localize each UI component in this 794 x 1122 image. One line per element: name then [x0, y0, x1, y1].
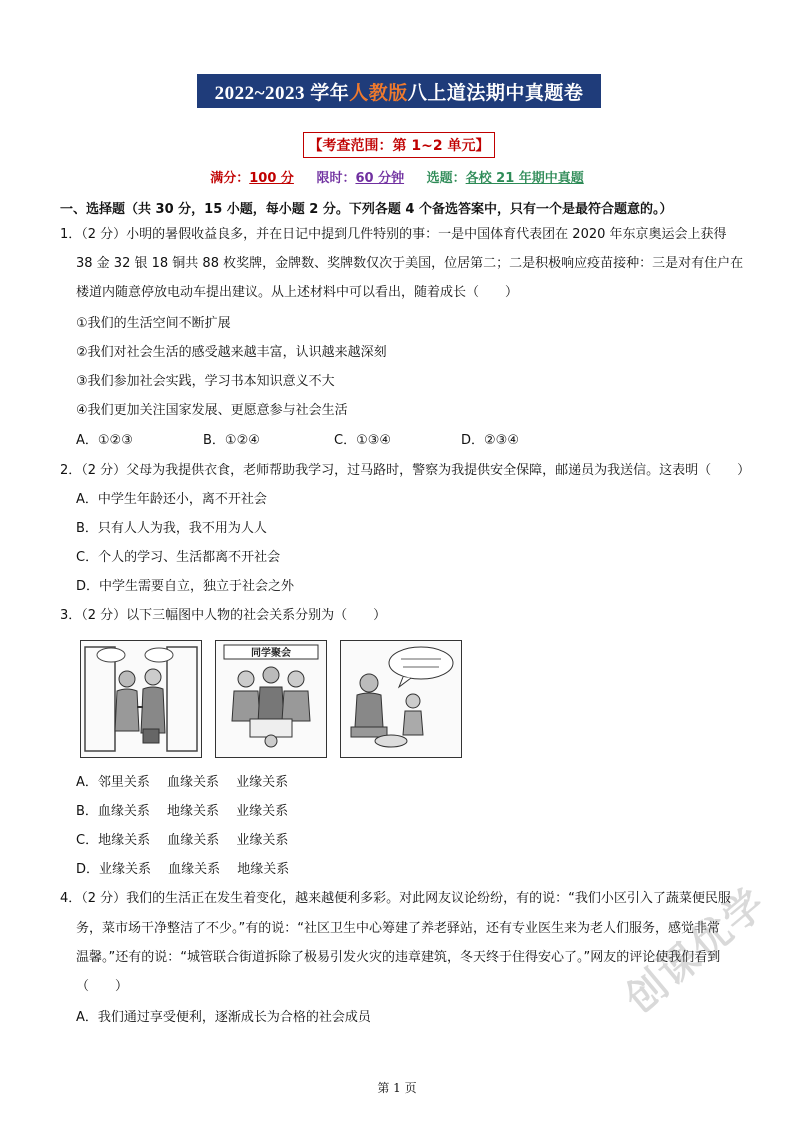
q3-option-a: A．邻里关系 血缘关系 业缘关系	[76, 775, 289, 790]
title-prefix: 2022~2023 学年	[214, 82, 350, 104]
q2-option-b: B．只有人人为我，我不用为人人	[76, 521, 267, 536]
q1-option-c: C．①③④	[334, 433, 392, 448]
scope-box: 【考查范围：第 1~2 单元】	[303, 132, 495, 158]
title-suffix: 八上道法期中真题卷	[407, 82, 584, 104]
q1-statement-4: ④我们更加关注国家发展、更愿意参与社会生活	[76, 403, 348, 418]
q1-stem-line3: 楼道内随意停放电动车提出建议。从上述材料中可以看出，随着成长（ ）	[76, 285, 519, 300]
section-heading: 一、选择题（共 30 分，15 小题，每小题 2 分。下列各题 4 个备选答案中，只有一个是最符合题意的。）	[60, 202, 673, 217]
q2-option-c: C．个人的学习、生活都离不开社会	[76, 550, 281, 565]
family-illustration-icon	[341, 641, 461, 757]
watermark: 创课优学	[617, 879, 776, 1023]
q3-option-d: D．业缘关系 血缘关系 地缘关系	[76, 862, 290, 877]
q3-stem: 3．（2 分）以下三幅图中人物的社会关系分别为（ ）	[60, 608, 387, 623]
q4-stem-line1: 4．（2 分）我们的生活正在发生着变化，越来越便利多彩。对此网友议论纷纷，有的说：“我们小区引入了蔬菜便民服	[60, 891, 731, 906]
q3-option-b: B．血缘关系 地缘关系 业缘关系	[76, 804, 289, 819]
classmates-reunion-illustration-icon	[216, 641, 326, 757]
q4-option-a: A．我们通过享受便利，逐渐成长为合格的社会成员	[76, 1010, 371, 1025]
score-info: 满分：100 分	[210, 171, 294, 186]
neighbors-illustration-icon	[81, 641, 201, 757]
q1-statement-2: ②我们对社会生活的感受越来越丰富，认识越来越深刻	[76, 345, 387, 360]
time-info: 限时：60 分钟	[316, 171, 405, 186]
q3-picture-family	[340, 640, 462, 758]
meta-line	[0, 167, 794, 186]
q3-picture-classmates	[215, 640, 327, 758]
title-accent: 人教版	[349, 82, 408, 104]
q4-stem-line2: 务，菜市场干净整洁了不少。”有的说：“社区卫生中心筹建了养老驿站，还有专业医生来为老人们服务，感觉非常	[76, 921, 720, 936]
q1-statement-3: ③我们参加社会实践，学习书本知识意义不大	[76, 374, 335, 389]
source-info: 选题：各校 21 年期中真题	[426, 171, 584, 186]
q1-option-d: D．②③④	[461, 433, 519, 448]
q3-picture-neighbors	[80, 640, 202, 758]
q1-statement-1: ①我们的生活空间不断扩展	[76, 316, 231, 331]
reunion-sign-text: 同学聚会	[251, 648, 291, 659]
q4-stem-line4: （ ）	[76, 979, 129, 994]
q1-stem-line1: 1．（2 分）小明的暑假收益良多，并在日记中提到几件特别的事：一是中国体育代表团在 2020 年东京奥运会上获得	[60, 227, 727, 242]
exam-title-banner	[197, 74, 601, 108]
q2-option-a: A．中学生年龄还小，离不开社会	[76, 492, 267, 507]
q2-stem: 2．（2 分）父母为我提供衣食，老师帮助我学习，过马路时，警察为我提供安全保障，邮递员为我送信。这表明（ ）	[60, 463, 751, 478]
q1-option-b: B．①②④	[203, 433, 260, 448]
page-number: 第 1 页	[377, 1081, 417, 1095]
q3-option-c: C．地缘关系 血缘关系 业缘关系	[76, 833, 289, 848]
q2-option-d: D．中学生需要自立，独立于社会之外	[76, 579, 295, 594]
q4-stem-line3: 温馨。”还有的说：“城管联合街道拆除了极易引发火灾的违章建筑，冬天终于住得安心了。”网友的评论使我们看到	[76, 950, 721, 965]
q1-option-a: A．①②③	[76, 433, 133, 448]
q1-stem-line2: 38 金 32 银 18 铜共 88 枚奖牌，金牌数、奖牌数仅次于美国，位居第二；二是积极响应疫苗接种：三是对有住户在	[76, 256, 744, 271]
q3-pictures	[80, 640, 500, 758]
